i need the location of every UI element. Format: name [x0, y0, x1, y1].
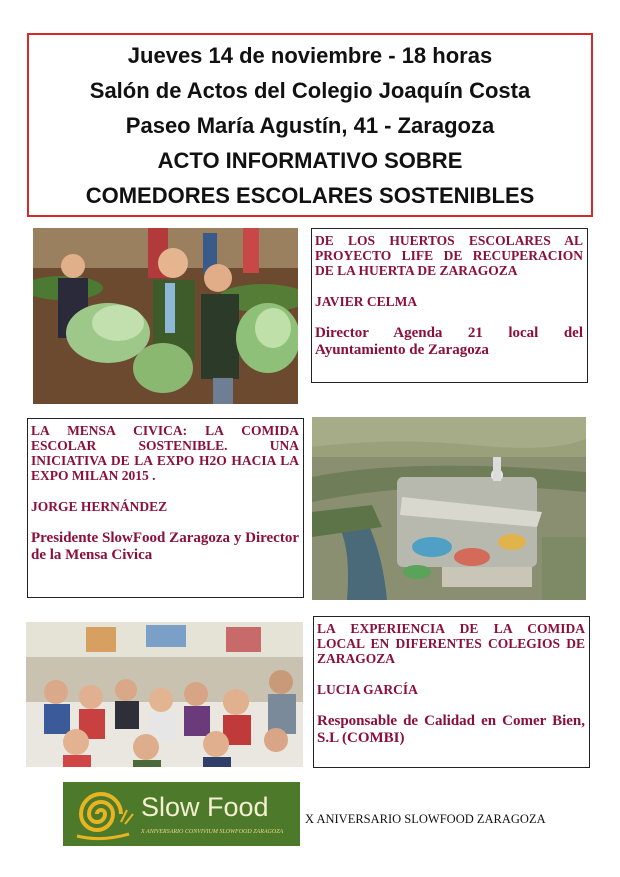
- talk-3-speaker: LUCIA GARCÍA: [317, 682, 418, 697]
- slow-food-logo: [63, 782, 300, 846]
- logo-subtitle: X ANIVERSARIO CONVIVIUM SLOWFOOD ZARAGOZA: [141, 829, 284, 835]
- school-garden-photo: [33, 228, 298, 404]
- talk-2-role: Presidente SlowFood Zaragoza y Director de la Mensa Civica: [31, 530, 299, 563]
- event-title-line-1: ACTO INFORMATIVO SOBRE: [157, 147, 463, 173]
- talk-3-role: Responsable de Calidad en Comer Bien, S.L (COMBI): [317, 713, 585, 746]
- logo-name: Slow Food: [141, 792, 269, 822]
- event-venue-line: Salón de Actos del Colegio Joaquín Costa: [89, 77, 531, 103]
- event-title-line-2: COMEDORES ESCOLARES SOSTENIBLES: [85, 182, 535, 208]
- talk-1-speaker: JAVIER CELMA: [315, 294, 418, 309]
- event-date-line: Jueves 14 de noviembre - 18 horas: [127, 42, 493, 68]
- talk-card-2: [27, 418, 304, 598]
- talk-3-title: LA EXPERIENCIA DE LA COMIDA LOCAL EN DIFERENTES COLEGIOS DE ZARAGOZA: [317, 621, 585, 666]
- expo-aerial-photo: [312, 417, 586, 600]
- school-canteen-photo: [26, 622, 303, 767]
- school-garden-illustration: [33, 228, 298, 404]
- talk-1-role: Director Agenda 21 local del Ayuntamiento de Zaragoza: [315, 325, 583, 358]
- event-header: [27, 33, 593, 217]
- talk-2-speaker: JORGE HERNÁNDEZ: [31, 499, 168, 514]
- talk-1-title: DE LOS HUERTOS ESCOLARES AL PROYECTO LIFE DE RECUPERACION DE LA HUERTA DE ZARAGOZA: [315, 233, 583, 278]
- event-address-line: Paseo María Agustín, 41 - Zaragoza: [125, 112, 495, 138]
- talk-card-3: [313, 616, 590, 768]
- snail-spiral-icon: [67, 782, 137, 846]
- school-canteen-illustration: [26, 622, 303, 767]
- talk-card-1: [311, 228, 588, 383]
- anniversary-caption: X ANIVERSARIO SLOWFOOD ZARAGOZA: [305, 812, 546, 826]
- expo-aerial-illustration: [312, 417, 586, 600]
- talk-2-title: LA MENSA CIVICA: LA COMIDA ESCOLAR SOSTENIBLE. UNA INICIATIVA DE LA EXPO H2O HACIA LA EXPO MILAN 2015 .: [31, 423, 299, 483]
